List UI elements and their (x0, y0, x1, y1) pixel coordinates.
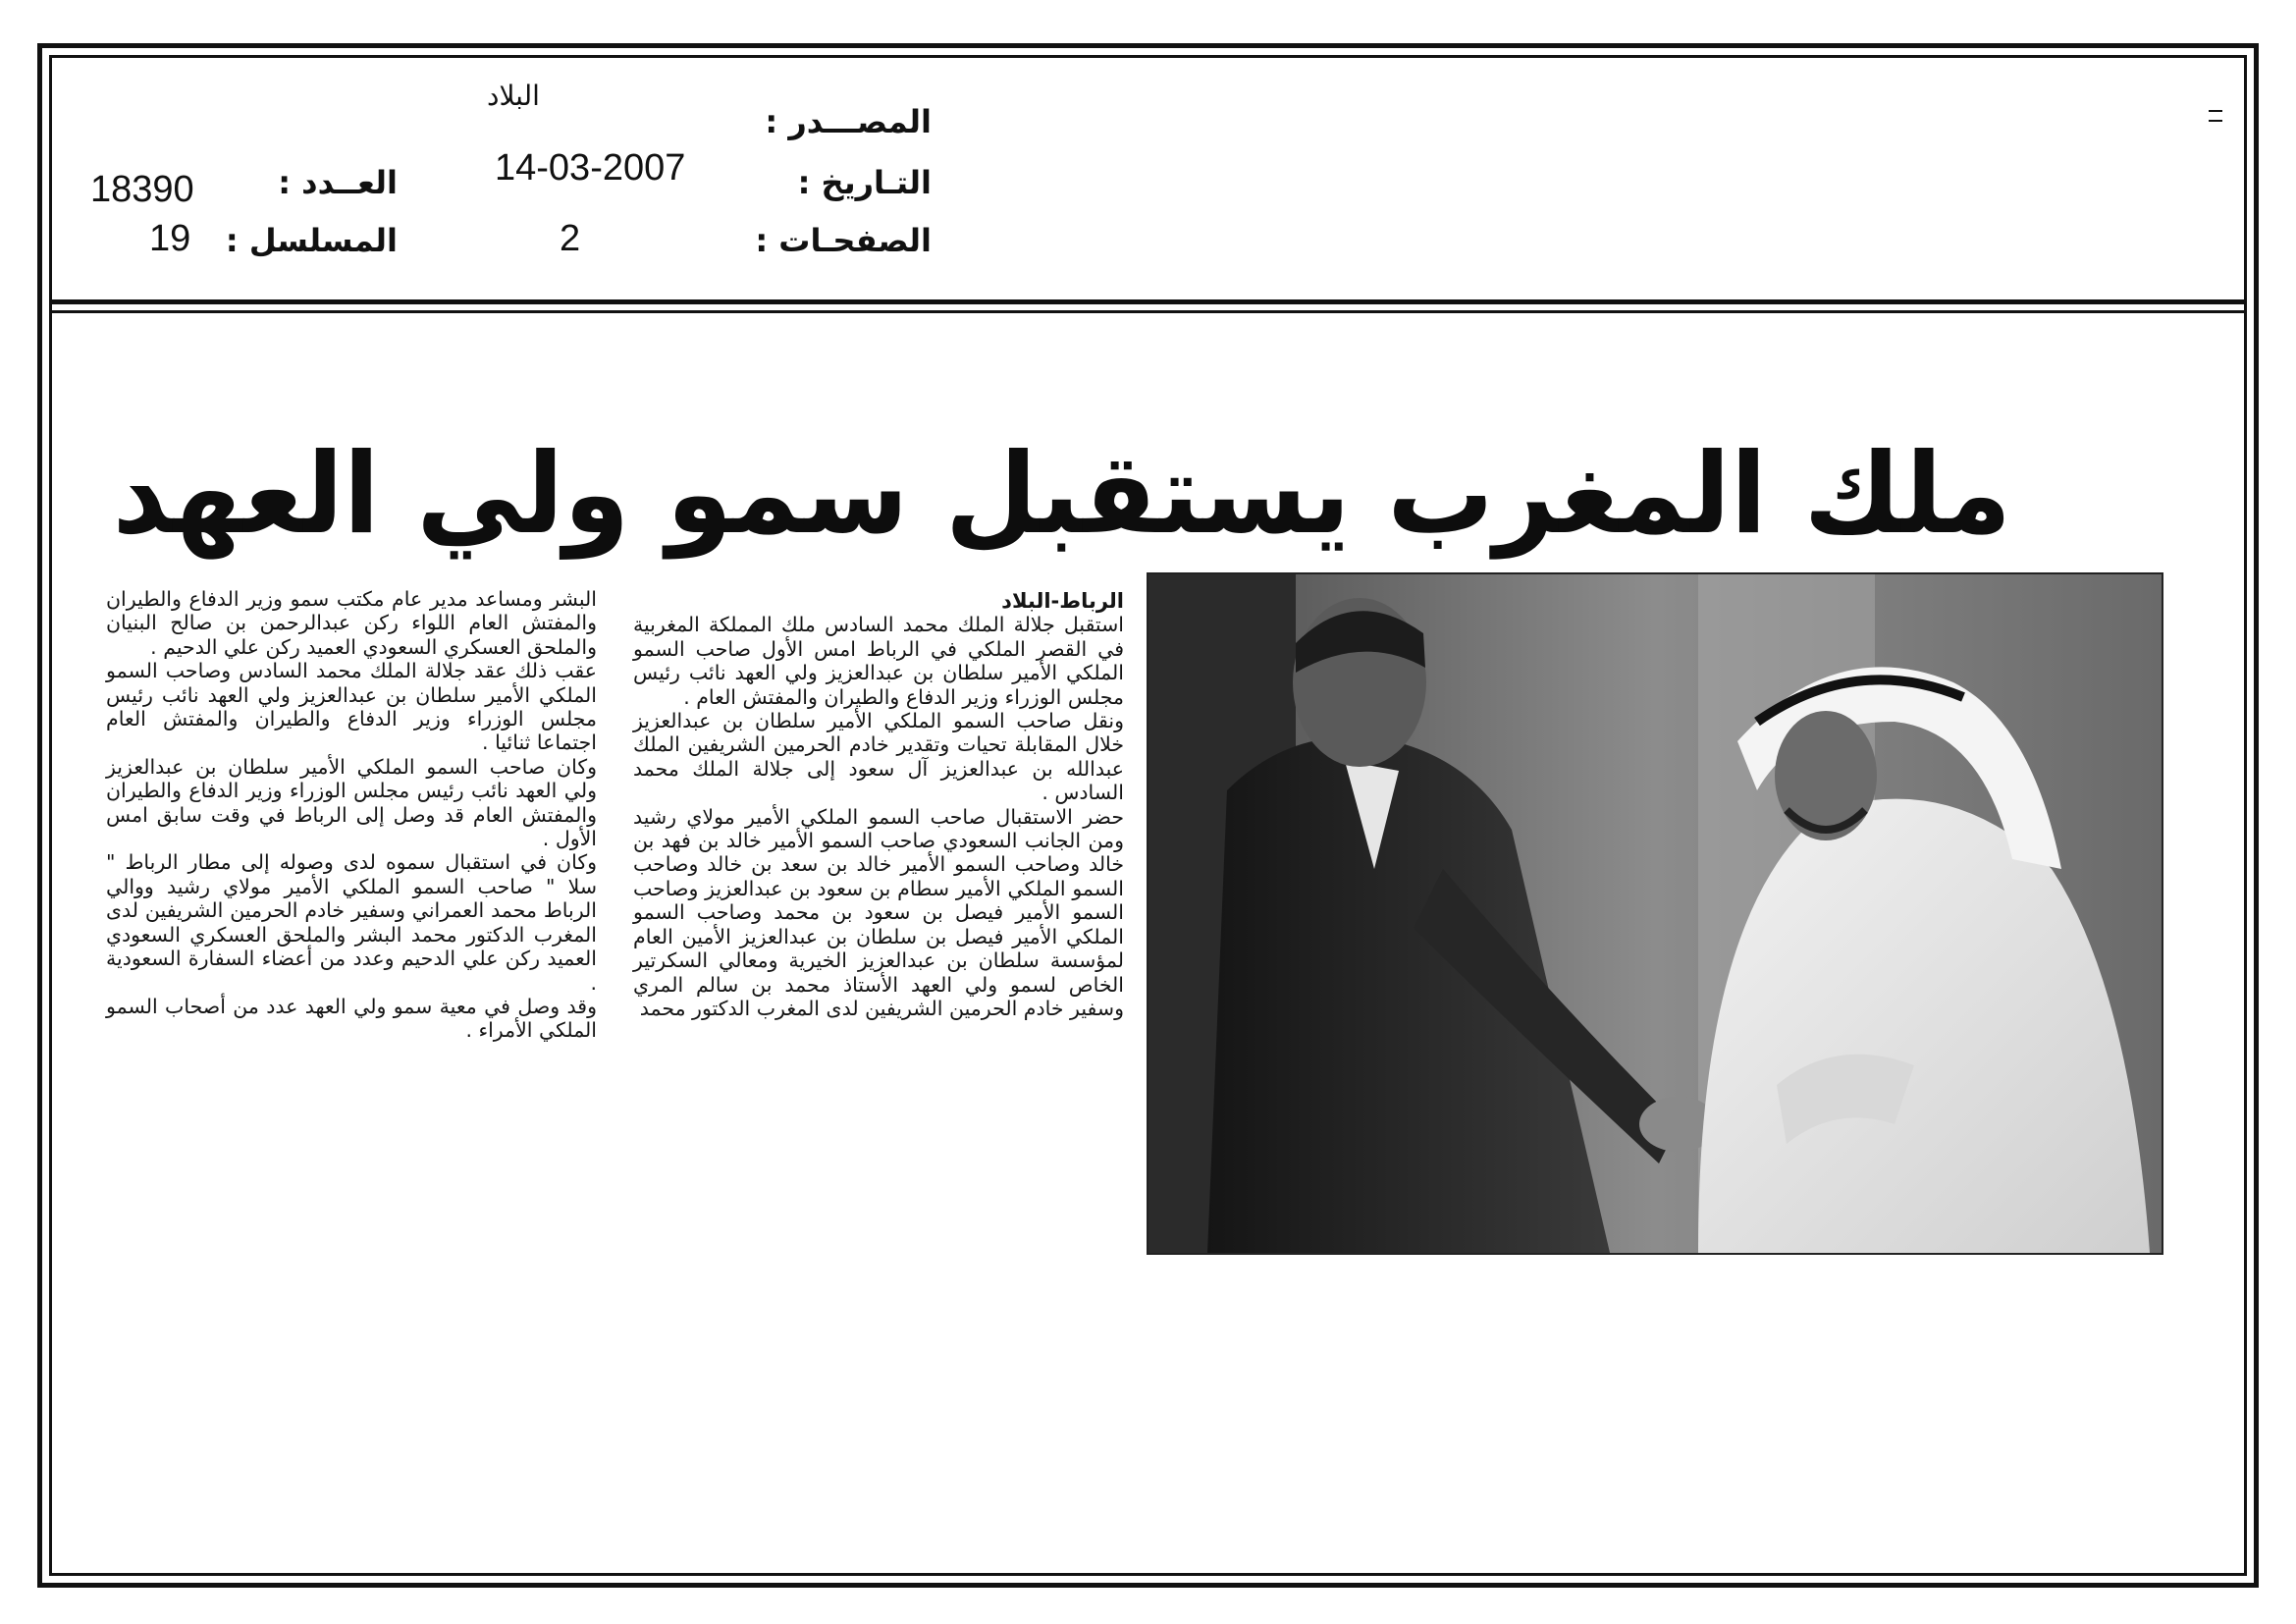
header-divider (49, 299, 2247, 304)
article-column-left (106, 587, 597, 1043)
article-paragraph: وكان صاحب السمو الملكي الأمير سلطان بن عبدالعزيز ولي العهد نائب رئيس مجلس الوزراء وزير الدفاع والطيران والمفتش العام قد وصل إلى الرباط في وقت سابق امس الأول . (106, 754, 597, 851)
source-label: المصـــدر : (765, 103, 932, 140)
corner-mark (2209, 110, 2222, 122)
article-photo (1147, 572, 2163, 1255)
article-paragraph: حضر الاستقبال صاحب السمو الملكي الأمير مولاي رشيد ومن الجانب السعودي صاحب السمو الأمير خالد بن فهد بن خالد وصاحب السمو الأمير خالد بن سعد بن خالد وصاحب السمو الملكي الأمير سطام بن سعود بن عبدالعزيز وصاحب السمو الأمير فيصل بن سعود بن محمد وصاحب السمو الملكي الأمير فيصل بن سلطان بن عبدالعزيز الأمين العام لمؤسسة سلطان بن عبدالعزيز الخيرية ومعالي السكرتير الخاص لسمو ولي العهد الأستاذ محمد بن سالم المري وسفير خادم الحرمين الشريفين لدى المغرب الدكتور محمد (633, 804, 1124, 1020)
article-paragraph: استقبل جلالة الملك محمد السادس ملك المملكة المغربية في القصر الملكي في الرباط امس الأول صاحب السمو الملكي الأمير سلطان بن عبدالعزيز ولي العهد نائب رئيس مجلس الوزراء وزير الدفاع والطيران والمفتش العام . (633, 613, 1124, 709)
date-value: 14-03-2007 (495, 147, 686, 189)
pages-value: 2 (560, 218, 581, 259)
article-paragraph: وكان في استقبال سموه لدى وصوله إلى مطار الرباط " سلا " صاحب السمو الملكي الأمير مولاي رشيد ووالي الرباط محمد العمراني وسفير خادم الحرمين الشريفين لدى المغرب الدكتور محمد البشر والملحق العسكري السعودي العميد ركن علي الدحيم وعدد من أعضاء السفارة السعودية . (106, 850, 597, 995)
date-label: التـاريخ : (797, 164, 932, 201)
article-column-right (633, 589, 1124, 1020)
source-value: البلاد (487, 80, 540, 112)
article-paragraph: البشر ومساعد مدير عام مكتب سمو وزير الدفاع والطيران والمفتش العام اللواء ركن عبدالرحمن بن صالح البنيان والملحق العسكري السعودي العميد ركن علي الدحيم . (106, 587, 597, 659)
article-paragraph: ونقل صاحب السمو الملكي الأمير سلطان بن عبدالعزيز خلال المقابلة تحيات وتقدير خادم الحرمين الشريفين الملك عبدالله بن عبدالعزيز آل سعود إلى جلالة الملك محمد السادس . (633, 709, 1124, 805)
issue-value: 18390 (90, 169, 194, 210)
photo-handshake-illustration (1148, 574, 2162, 1253)
article-dateline: الرباط-البلاد (1001, 589, 1124, 613)
article-headline: ملك المغرب يستقبل سمو ولي العهد (112, 430, 2011, 560)
pages-label: الصفحـات : (755, 222, 932, 259)
article-paragraph: وقد وصل في معية سمو ولي العهد عدد من أصحاب السمو الملكي الأمراء . (106, 994, 597, 1043)
article-paragraph: عقب ذلك عقد جلالة الملك محمد السادس وصاحب السمو الملكي الأمير سلطان بن عبدالعزيز ولي العهد نائب رئيس مجلس الوزراء وزير الدفاع والطيران والمفتش العام اجتماعا ثنائيا . (106, 659, 597, 755)
issue-label: العــدد : (278, 164, 398, 201)
serial-label: المسلسل : (225, 222, 398, 259)
header-divider-inner (49, 310, 2247, 313)
serial-value: 19 (149, 218, 191, 259)
